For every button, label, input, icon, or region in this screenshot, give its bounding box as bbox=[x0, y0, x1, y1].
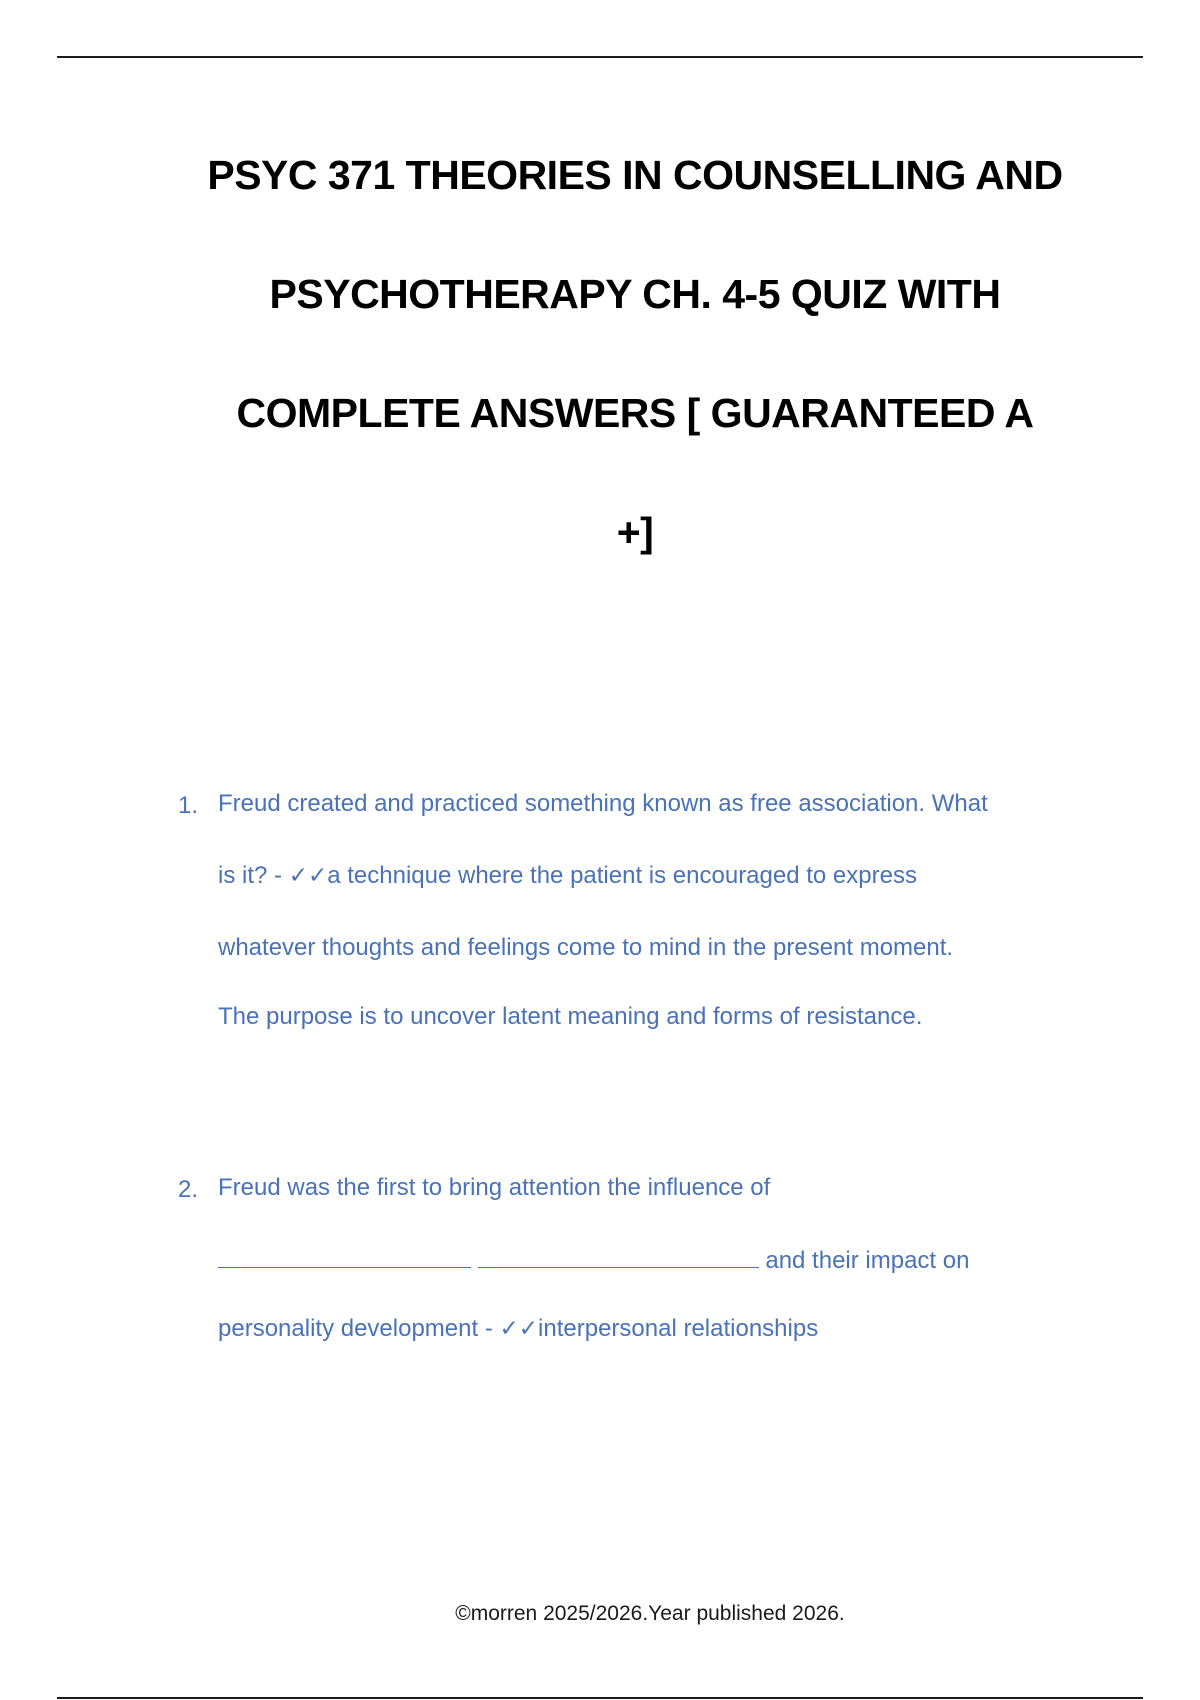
question-line bbox=[218, 1245, 1078, 1317]
bottom-rule bbox=[57, 1697, 1143, 1699]
question-text-end: is it? - bbox=[218, 862, 289, 889]
check-mark-icon: ✓✓ bbox=[499, 1316, 539, 1342]
check-mark-icon: ✓✓ bbox=[288, 863, 328, 889]
title-line-3: COMPLETE ANSWERS [ GUARANTEED A bbox=[236, 390, 1034, 436]
fill-in-blank bbox=[218, 1245, 471, 1268]
question-text bbox=[218, 1176, 1078, 1389]
title-line-2: PSYCHOTHERAPY CH. 4-5 QUIZ WITH bbox=[269, 271, 1001, 317]
top-rule bbox=[57, 56, 1143, 58]
fill-in-blank bbox=[478, 1245, 759, 1268]
question-text-end: and their impact on bbox=[765, 1247, 970, 1274]
answer-text: interpersonal relationships bbox=[538, 1315, 819, 1342]
question-line: Freud was the first to bring attention the influence of bbox=[218, 1174, 771, 1201]
question-line: Freud created and practiced something known as free association. What bbox=[218, 790, 988, 817]
title-line-1: PSYC 371 THEORIES IN COUNSELLING AND bbox=[207, 152, 1063, 198]
footer bbox=[0, 1602, 1200, 1626]
title-line-4: +] bbox=[616, 509, 654, 555]
document-title bbox=[150, 128, 1120, 604]
answer-line: The purpose is to uncover latent meaning and forms of resistance. bbox=[218, 1003, 923, 1030]
question-number: 1. bbox=[178, 792, 199, 819]
question-line bbox=[218, 864, 1078, 936]
question-text bbox=[218, 792, 1078, 1077]
copyright-text: ©morren 2025/2026.Year published 2026. bbox=[455, 1602, 845, 1625]
question-number: 2. bbox=[178, 1176, 199, 1203]
question-text-end: personality development - bbox=[218, 1315, 500, 1342]
answer-line: whatever thoughts and feelings come to mind in the present moment. bbox=[218, 934, 954, 961]
answer-text: a technique where the patient is encouraged to express bbox=[327, 862, 917, 889]
question-line bbox=[218, 1317, 1078, 1389]
